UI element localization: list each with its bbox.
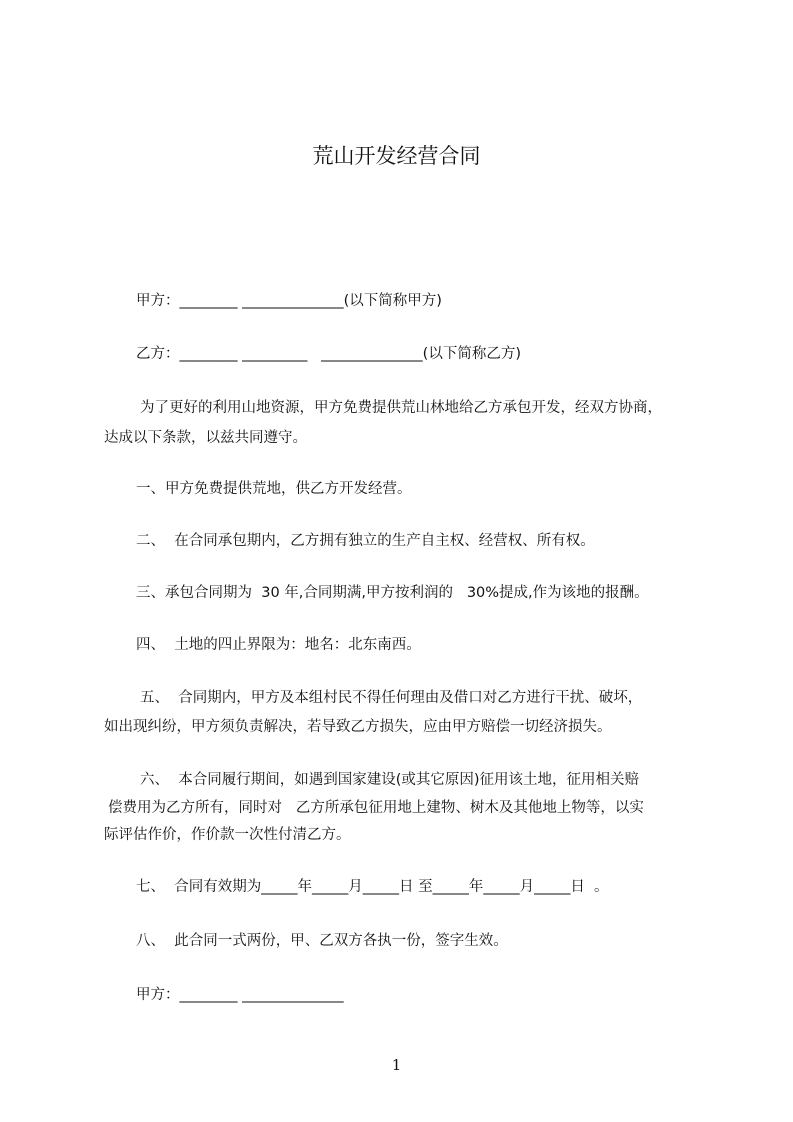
clause-6-line-1: 六、 本合同履行期间，如遇到国家建设(或其它原因)征用该土地，征用相关赔 — [140, 772, 640, 788]
clause-6-line-2: 偿费用为乙方所有，同时对 乙方所承包征用地上建物、树木及其他地上物等，以实 — [108, 800, 644, 816]
clause-1: 一、甲方免费提供荒地，供乙方开发经营。 — [136, 481, 412, 497]
page-number: 1 — [391, 1056, 402, 1074]
party-a-line: 甲方：________ ______________(以下简称甲方) — [136, 293, 442, 309]
clause-5-line-1: 五、 合同期内，甲方及本组村民不得任何理由及借口对乙方进行干扰、破坏， — [140, 690, 643, 706]
clause-4: 四、 土地的四止界限为：地名：北东南西。 — [136, 637, 421, 653]
intro-line-1: 为了更好的利用山地资源，甲方免费提供荒山林地给乙方承包开发，经双方协商， — [140, 400, 662, 416]
clause-2: 二、 在合同承包期内，乙方拥有独立的生产自主权、经营权、所有权。 — [136, 533, 595, 549]
clause-6-line-3: 际评估作价，作价款一次性付清乙方。 — [104, 827, 351, 843]
party-b-line: 乙方：________ _________ ______________(以下简称乙方) — [136, 346, 521, 362]
document-title: 荒山开发经营合同 — [312, 144, 481, 168]
intro-line-2: 达成以下条款，以兹共同遵守。 — [104, 430, 307, 446]
clause-5-line-2: 如出现纠纷，甲方须负责解决，若导致乙方损失，应由甲方赔偿一切经济损失。 — [104, 719, 612, 735]
signature-line: 甲方：________ ______________ — [136, 987, 344, 1003]
clause-8: 八、 此合同一式两份，甲、乙双方各执一份，签字生效。 — [136, 933, 508, 949]
clause-3: 三、承包合同期为 30 年,合同期满,甲方按利润的 30%提成,作为该地的报酬。 — [136, 585, 649, 601]
clause-7: 七、 合同有效期为_____年_____月_____日 至_____年_____月_____日 。 — [136, 879, 609, 895]
